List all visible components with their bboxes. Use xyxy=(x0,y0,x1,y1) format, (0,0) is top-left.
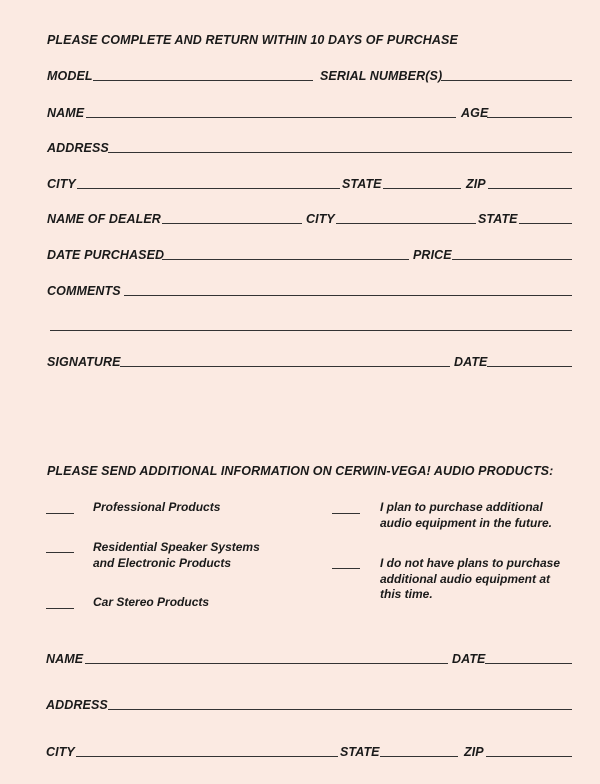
dealer-state-field[interactable] xyxy=(519,223,572,224)
signature-label: SIGNATURE xyxy=(47,355,121,369)
zip-field[interactable] xyxy=(488,188,572,189)
price-label: PRICE xyxy=(413,248,452,262)
name-field[interactable] xyxy=(86,117,456,118)
footer-name-field[interactable] xyxy=(85,663,448,664)
model-field[interactable] xyxy=(93,80,313,81)
no-plans-checkbox[interactable] xyxy=(332,568,360,569)
signature-field[interactable] xyxy=(120,366,450,367)
address-field[interactable] xyxy=(108,152,572,153)
comments-field-line-2[interactable] xyxy=(50,330,572,331)
car-stereo-checkbox[interactable] xyxy=(46,608,74,609)
date-purchased-label: DATE PURCHASED xyxy=(47,248,165,262)
date-field[interactable] xyxy=(487,366,572,367)
residential-speakers-checkbox[interactable] xyxy=(46,552,74,553)
zip-label: ZIP xyxy=(466,177,486,191)
footer-state-label: STATE xyxy=(340,745,380,759)
model-label: MODEL xyxy=(47,69,93,83)
footer-address-field[interactable] xyxy=(108,709,572,710)
comments-label: COMMENTS xyxy=(47,284,121,298)
age-field[interactable] xyxy=(487,117,572,118)
dealer-field[interactable] xyxy=(162,223,302,224)
footer-city-label: CITY xyxy=(46,745,75,759)
footer-city-field[interactable] xyxy=(76,756,338,757)
city-field[interactable] xyxy=(77,188,340,189)
serial-label: SERIAL NUMBER(S) xyxy=(320,69,443,83)
professional-products-checkbox[interactable] xyxy=(46,513,74,514)
comments-field[interactable] xyxy=(124,295,572,296)
dealer-label: NAME OF DEALER xyxy=(47,212,161,226)
dealer-state-label: STATE xyxy=(478,212,518,226)
dealer-city-label: CITY xyxy=(306,212,335,226)
state-field[interactable] xyxy=(383,188,461,189)
dealer-city-field[interactable] xyxy=(336,223,476,224)
state-label: STATE xyxy=(342,177,382,191)
car-stereo-label: Car Stereo Products xyxy=(93,595,210,609)
footer-zip-field[interactable] xyxy=(486,756,572,757)
info-heading: PLEASE SEND ADDITIONAL INFORMATION ON CERWIN-VEGA! AUDIO PRODUCTS: xyxy=(47,464,554,478)
footer-zip-label: ZIP xyxy=(464,745,484,759)
name-label: NAME xyxy=(47,106,85,120)
address-label: ADDRESS xyxy=(47,141,109,155)
professional-products-label: Professional Products xyxy=(93,500,221,514)
residential-speakers-label: Residential Speaker Systems and Electronic Products xyxy=(93,540,260,570)
date-purchased-field[interactable] xyxy=(162,259,409,260)
price-field[interactable] xyxy=(452,259,572,260)
footer-date-field[interactable] xyxy=(485,663,572,664)
footer-address-label: ADDRESS xyxy=(46,698,108,712)
footer-name-label: NAME xyxy=(46,652,84,666)
form-heading: PLEASE COMPLETE AND RETURN WITHIN 10 DAYS OF PURCHASE xyxy=(47,33,458,47)
plan-purchase-label: I plan to purchase additional audio equipment in the future. xyxy=(380,500,552,530)
no-plans-label: I do not have plans to purchase additional audio equipment at this time. xyxy=(380,556,561,601)
age-label: AGE xyxy=(461,106,489,120)
city-label: CITY xyxy=(47,177,76,191)
date-label: DATE xyxy=(454,355,488,369)
plan-purchase-checkbox[interactable] xyxy=(332,513,360,514)
footer-state-field[interactable] xyxy=(380,756,458,757)
serial-field[interactable] xyxy=(441,80,572,81)
footer-date-label: DATE xyxy=(452,652,486,666)
